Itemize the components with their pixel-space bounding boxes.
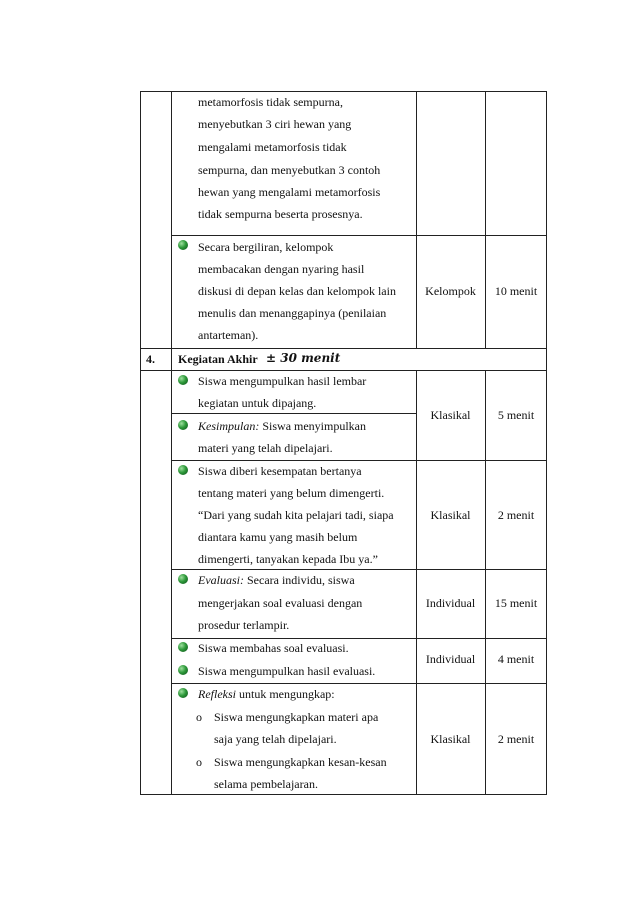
activity-line: Siswa diberi kesempatan bertanya bbox=[198, 464, 362, 478]
activity-line bbox=[198, 687, 335, 701]
row-line-inner bbox=[171, 413, 416, 414]
cont-line: metamorfosis tidak sempurna, bbox=[198, 95, 343, 109]
bullet-icon bbox=[178, 420, 188, 430]
activity-line: diantara kamu yang masih belum bbox=[198, 530, 358, 544]
method-cell: Klasikal bbox=[430, 508, 471, 522]
activity-line: diskusi di depan kelas dan kelompok lain bbox=[198, 284, 396, 298]
time-cell: 15 menit bbox=[494, 596, 538, 610]
activity-line: dimengerti, tanyakan kepada Ibu ya.” bbox=[198, 552, 378, 566]
time-cell: 5 menit bbox=[497, 408, 535, 422]
sub-item-line: Siswa mengungkapkan kesan-kesan bbox=[214, 755, 387, 769]
method-cell: Klasikal bbox=[430, 408, 471, 422]
activity-line: materi yang telah dipelajari. bbox=[198, 441, 333, 455]
method-cell: Kelompok bbox=[425, 284, 476, 298]
row-line-3 bbox=[140, 370, 547, 371]
sub-item-line: Siswa mengungkapkan materi apa bbox=[214, 710, 379, 724]
activity-line: “Dari yang sudah kita pelajari tadi, siapa bbox=[198, 508, 394, 522]
activity-line: antarteman). bbox=[198, 328, 259, 342]
activity-line: Secara bergiliran, kelompok bbox=[198, 240, 334, 254]
row-line-4 bbox=[171, 460, 547, 461]
cont-line: menyebutkan 3 ciri hewan yang bbox=[198, 117, 352, 131]
evaluation-text: Secara individu, siswa bbox=[244, 573, 355, 587]
circle-bullet-icon: o bbox=[196, 710, 202, 724]
bullet-icon bbox=[178, 688, 188, 698]
activity-line: prosedur terlampir. bbox=[198, 618, 290, 632]
bullet-icon bbox=[178, 665, 188, 675]
row-line-2 bbox=[140, 348, 547, 349]
activity-line: tentang materi yang belum dimengerti. bbox=[198, 486, 385, 500]
reflection-label: Refleksi bbox=[198, 687, 236, 701]
circle-bullet-icon: o bbox=[196, 755, 202, 769]
activity-line: Siswa membahas soal evaluasi. bbox=[198, 641, 349, 655]
conclusion-text: Siswa menyimpulkan bbox=[259, 419, 367, 433]
activity-line: mengerjakan soal evaluasi dengan bbox=[198, 596, 363, 610]
sub-item-line: selama pembelajaran. bbox=[214, 777, 318, 791]
col-divider-2 bbox=[416, 91, 417, 348]
activity-line bbox=[198, 573, 355, 587]
row-line-6 bbox=[171, 638, 547, 639]
evaluation-label: Evaluasi: bbox=[198, 573, 244, 587]
section-number: 4. bbox=[146, 352, 155, 366]
activity-line: Siswa mengumpulkan hasil lembar bbox=[198, 374, 367, 388]
time-cell: 2 menit bbox=[497, 508, 535, 522]
conclusion-label: Kesimpulan: bbox=[198, 419, 260, 433]
time-cell: 10 menit bbox=[494, 284, 538, 298]
activity-line bbox=[198, 419, 366, 433]
activity-line: membacakan dengan nyaring hasil bbox=[198, 262, 365, 276]
time-cell: 4 menit bbox=[497, 652, 535, 666]
method-cell: Klasikal bbox=[430, 732, 471, 746]
section-duration: ± 30 menit bbox=[266, 351, 341, 365]
cont-line: tidak sempurna beserta prosesnya. bbox=[198, 207, 363, 221]
cont-line: hewan yang mengalami metamorfosis bbox=[198, 185, 381, 199]
col-divider-3 bbox=[485, 91, 486, 348]
activity-line: kegiatan untuk dipajang. bbox=[198, 396, 317, 410]
reflection-intro: untuk mengungkap: bbox=[235, 687, 335, 701]
method-cell: Individual bbox=[425, 596, 476, 610]
cont-line: sempurna, dan menyebutkan 3 contoh bbox=[198, 163, 381, 177]
section-title: Kegiatan Akhir bbox=[178, 352, 258, 366]
time-cell: 2 menit bbox=[497, 732, 535, 746]
bullet-icon bbox=[178, 465, 188, 475]
row-line-5 bbox=[171, 569, 547, 570]
row-line-1 bbox=[171, 235, 547, 236]
bullet-icon bbox=[178, 574, 188, 584]
row-line-7 bbox=[171, 683, 547, 684]
bullet-icon bbox=[178, 375, 188, 385]
activity-line: menulis dan menanggapinya (penilaian bbox=[198, 306, 387, 320]
bullet-icon bbox=[178, 642, 188, 652]
sub-item-line: saja yang telah dipelajari. bbox=[214, 732, 337, 746]
cont-line: mengalami metamorfosis tidak bbox=[198, 140, 347, 154]
method-cell: Individual bbox=[425, 652, 476, 666]
col-divider-1 bbox=[171, 91, 172, 795]
activity-line: Siswa mengumpulkan hasil evaluasi. bbox=[198, 664, 376, 678]
bullet-icon bbox=[178, 240, 188, 250]
